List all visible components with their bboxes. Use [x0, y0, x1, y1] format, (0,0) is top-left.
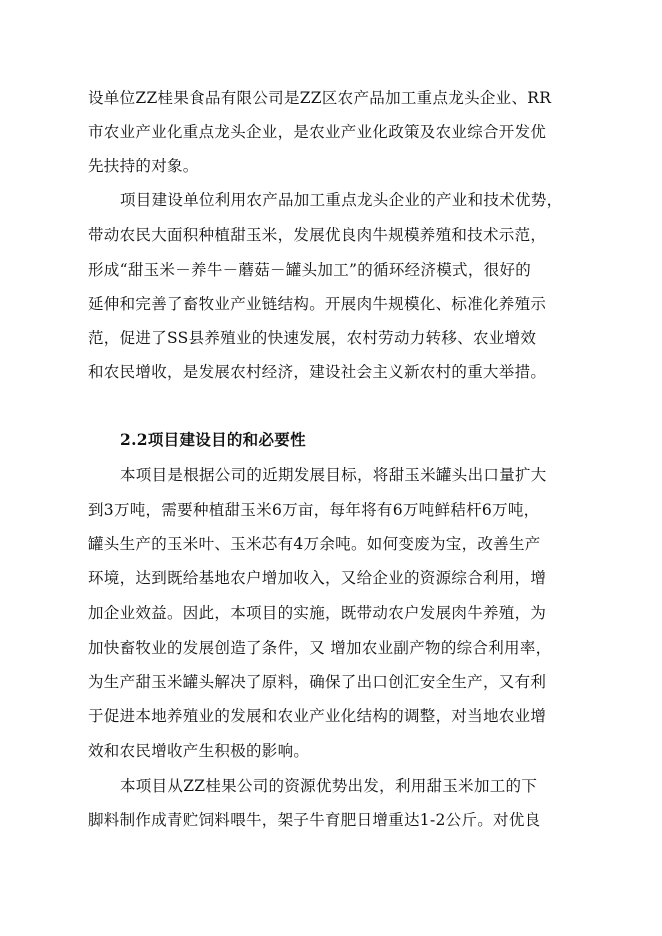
paragraph-line: 效和农民增收产生积极的影响。 [88, 742, 310, 760]
paragraph-line: 本项目从ZZ桂果公司的资源优势出发，利用甜玉米加工的下 [120, 777, 538, 795]
paragraph-line: 脚料制作成青贮饲料喂牛，架子牛育肥日增重达1-2公斤。对优良 [88, 811, 541, 829]
paragraph-line: 带动农民大面积种植甜玉米，发展优良肉牛规模养殖和技术示范， [88, 226, 547, 244]
paragraph-line: 延伸和完善了畜牧业产业链结构。开展肉牛规模化、标准化养殖示 [88, 295, 547, 313]
paragraph-line: 罐头生产的玉米叶、玉米芯有4万余吨。如何变废为宝，改善生产 [88, 535, 541, 553]
paragraph-line: 于促进本地养殖业的发展和农业产业化结构的调整，对当地农业增 [88, 707, 547, 725]
paragraph-line: 设单位ZZ桂果食品有限公司是ZZ区农产品加工重点龙头企业、RR [88, 89, 552, 107]
paragraph-line: 和农民增收，是发展农村经济，建设社会主义新农村的重大举措。 [88, 363, 547, 381]
section-heading: 2.2项目建设目的和必要性 [120, 430, 306, 449]
paragraph-line: 本项目是根据公司的近期发展目标，将甜玉米罐头出口量扩大 [120, 466, 547, 484]
paragraph-line: 环境，达到既给基地农户增加收入，又给企业的资源综合利用，增 [88, 569, 547, 587]
paragraph-line: 项目建设单位利用农产品加工重点龙头企业的产业和技术优势， [120, 191, 563, 209]
paragraph-line: 形成“甜玉米－养牛－蘑菇－罐头加工”的循环经济模式，很好的 [88, 261, 532, 279]
paragraph-line: 为生产甜玉米罐头解决了原料，确保了出口创汇安全生产，又有利 [88, 673, 547, 691]
paragraph-line: 加快畜牧业的发展创造了条件，又 增加农业副产物的综合利用率， [88, 639, 552, 657]
paragraph-line: 范，促进了SS县养殖业的快速发展，农村劳动力转移、农业增效 [88, 329, 537, 347]
paragraph-line: 市农业产业化重点龙头企业，是农业产业化政策及农业综合开发优 [88, 123, 547, 141]
paragraph-line: 加企业效益。因此，本项目的实施，既带动农户发展肉牛养殖，为 [88, 604, 547, 622]
paragraph-line: 到3万吨，需要种植甜玉米6万亩，每年将有6万吨鲜秸杆6万吨， [88, 501, 540, 519]
paragraph-line: 先扶持的对象。 [88, 157, 199, 175]
